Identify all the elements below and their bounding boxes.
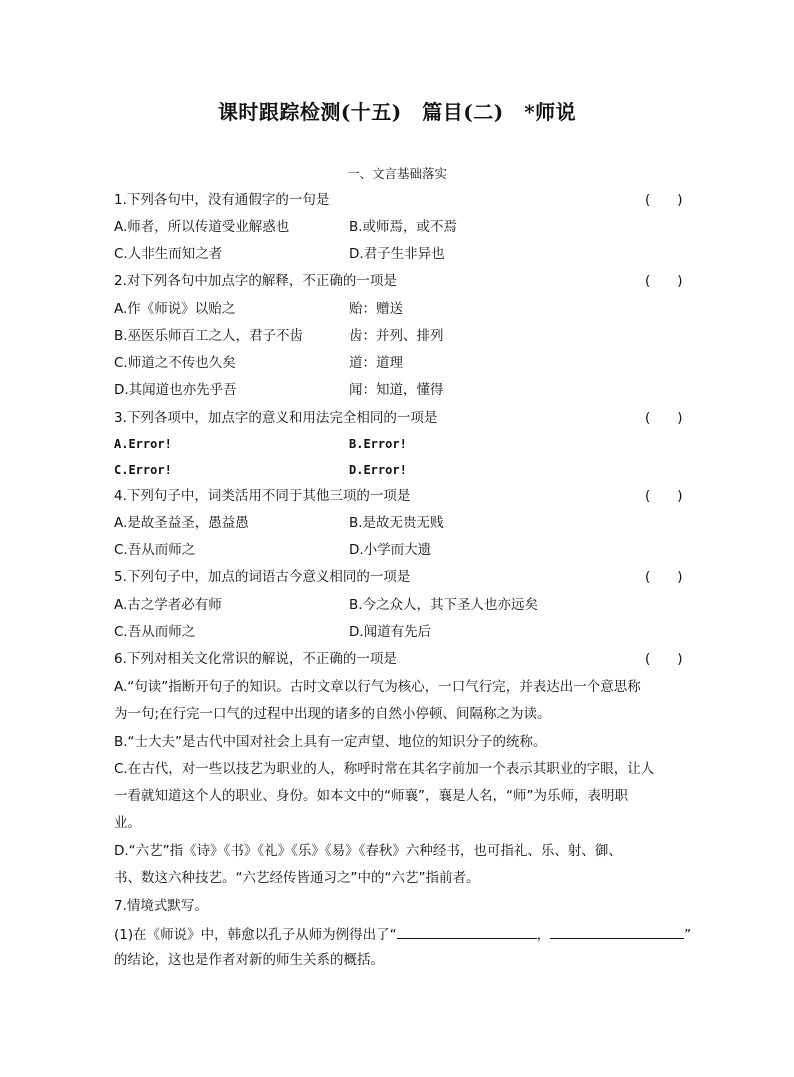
q7-item1-prefix: (1)在《师说》中，韩愈以孔子从师为例得出了“ — [114, 927, 397, 943]
q6-option-d-line1: D.“六艺”指《诗》《书》《礼》《乐》《易》《春秋》六种经书，也可指礼、乐、射、御、 — [114, 843, 622, 859]
q3-option-a: A.Error! — [114, 437, 172, 451]
q5-answer-paren: ( ) — [645, 569, 683, 585]
q7-item1-line1 — [114, 924, 691, 944]
q6-answer-paren: ( ) — [645, 651, 683, 667]
q1-answer-paren: ( ) — [645, 192, 683, 208]
q2-option-d: D.其闻道也亦先乎吾 — [114, 382, 237, 398]
q2-option-b: B.巫医乐师百工之人，君子不齿 — [114, 328, 304, 344]
q6-stem: 6.下列对相关文化常识的解说，不正确的一项是 — [114, 651, 397, 667]
q2-option-a: A.作《师说》以贻之 — [114, 301, 236, 317]
q5-option-a: A.古之学者必有师 — [114, 597, 222, 613]
q1-option-b: B.或师焉，或不焉 — [349, 219, 458, 235]
page-title: 课时跟踪检测(十五) 篇目(二) *师说 — [217, 100, 577, 124]
q2-option-c: C.师道之不传也久矣 — [114, 355, 236, 371]
q6-option-c-line3: 业。 — [114, 815, 141, 831]
q2-option-a-gloss: 贻：赠送 — [349, 301, 403, 317]
q6-option-a-line1: A.“句读”指断开句子的知识。古时文章以行气为核心，一口气行完，并表达出一个意思称 — [114, 679, 641, 695]
q2-option-b-gloss: 齿：并列、排列 — [349, 328, 444, 344]
q4-option-c: C.吾从而师之 — [114, 542, 196, 558]
section-heading: 一、文言基础落实 — [346, 166, 447, 181]
q5-option-d: D.闻道有先后 — [349, 624, 432, 640]
q6-option-a-line2: 为一句;在行完一口气的过程中出现的诸多的自然小停顿、间隔称之为读。 — [114, 706, 551, 722]
q4-answer-paren: ( ) — [645, 488, 683, 504]
q4-stem: 4.下列句子中，词类活用不同于其他三项的一项是 — [114, 488, 411, 504]
q5-option-c: C.吾从而师之 — [114, 624, 196, 640]
q2-stem: 2.对下列各句中加点字的解释，不正确的一项是 — [114, 273, 397, 289]
q7-item1-line2: 的结论，这也是作者对新的师生关系的概括。 — [114, 952, 384, 968]
q4-option-a: A.是故圣益圣，愚益愚 — [114, 515, 249, 531]
q3-answer-paren: ( ) — [645, 410, 683, 426]
q1-option-d: D.君子生非异也 — [349, 246, 445, 262]
q4-option-d: D.小学而大遗 — [349, 542, 432, 558]
q1-option-a: A.师者，所以传道受业解惑也 — [114, 219, 290, 235]
q1-option-c: C.人非生而知之者 — [114, 246, 223, 262]
q6-option-c-line1: C.在古代，对一些以技艺为职业的人，称呼时常在其名字前加一个表示其职业的字眼，让人 — [114, 761, 655, 777]
q5-stem: 5.下列句子中，加点的词语古今意义相同的一项是 — [114, 569, 411, 585]
q2-option-c-gloss: 道：道理 — [349, 355, 403, 371]
q7-item1-close-quote: ” — [684, 927, 692, 943]
q2-answer-paren: ( ) — [645, 273, 683, 289]
q7-stem: 7.情境式默写。 — [114, 898, 208, 914]
q7-item1-comma: ， — [536, 927, 551, 943]
q2-option-d-gloss: 闻：知道，懂得 — [349, 382, 444, 398]
q3-option-b: B.Error! — [349, 437, 407, 451]
q3-option-c: C.Error! — [114, 463, 172, 477]
q1-stem: 1.下列各句中，没有通假字的一句是 — [114, 192, 330, 208]
q3-stem: 3.下列各项中，加点字的意义和用法完全相同的一项是 — [114, 410, 438, 426]
q7-blank-1[interactable] — [397, 924, 537, 939]
q5-option-b: B.今之众人，其下圣人也亦远矣 — [349, 597, 539, 613]
q6-option-c-line2: 一看就知道这个人的职业、身份。如本文中的“师襄”，襄是人名，“师”为乐师，表明职 — [114, 788, 628, 804]
q6-option-d-line2: 书、数这六种技艺。“六艺经传皆通习之”中的“六艺”指前者。 — [114, 870, 480, 886]
q4-option-b: B.是故无贵无贱 — [349, 515, 444, 531]
q7-blank-2[interactable] — [550, 924, 684, 939]
q3-option-d: D.Error! — [349, 463, 407, 477]
q6-option-b: B.“士大夫”是古代中国对社会上具有一定声望、地位的知识分子的统称。 — [114, 734, 547, 750]
